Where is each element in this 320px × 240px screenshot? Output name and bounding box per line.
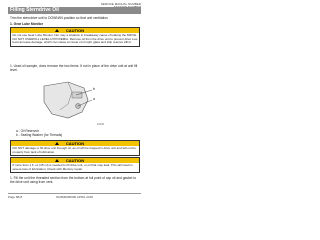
caution-label-2: CAUTION — [65, 141, 85, 146]
step-title: 1. Gear Lube Monitor — [10, 22, 43, 26]
caution-box-1 — [10, 27, 140, 47]
step-2-text: 1. Used oil sample, does remove the two items. If not in place of the drive unit at unit fill level. — [10, 64, 138, 72]
caution-text-1: Do not use Gear Lube Monitor. Not may a situation in breakaway cause of leaking the DRIVE. DO NOT OVERFILL LEVEL HYPOXEMIA. Remove oil from the drive unit to prevent drive Low level as leave damage, which can cause an issue of oil spill, glass and ship reserve effort. — [12, 33, 138, 45]
caution-text-3: If more than 1 ft. oz (35 ml) is needed to fill drive unit, or oil that may leak. This will result in severe loss of lubrication. Check with Mercury repair. — [12, 163, 133, 171]
section-title: Filling Sterndrive Oil — [8, 7, 141, 14]
intro-text: Trim the sterndrive unit to DOWN/IN position so that unit ventilation — [10, 16, 108, 20]
page-footer — [8, 193, 141, 199]
caution-box-2 — [10, 140, 140, 156]
caution-header-3 — [11, 158, 139, 163]
legend-item-a: a - Oil Reservoir — [16, 129, 40, 133]
warning-triangle-icon — [55, 159, 59, 162]
figure-legend — [16, 129, 62, 137]
drive-unit-figure — [38, 78, 104, 126]
caution-label-1: CAUTION — [65, 28, 85, 33]
warning-triangle-icon — [55, 142, 59, 145]
caution-header-2 — [11, 141, 139, 146]
figure-code: 12345 — [96, 123, 104, 126]
caution-box-3 — [10, 157, 140, 173]
callout-a: a — [93, 97, 95, 101]
legend-item-b: b - Sealing Washer (for Threads) — [16, 133, 63, 137]
drive-unit-illustration — [38, 78, 104, 126]
footer-page-number: Page 6B-8 — [8, 195, 23, 199]
caution-text-2: DO NOT damage or fill drive unit through oil, as oil will be trapped in drive unit and will not be properly from lack of lubrication. — [12, 146, 136, 154]
caution-label-3: CAUTION — [65, 158, 85, 163]
warning-triangle-icon — [55, 29, 59, 32]
callout-b: b — [93, 87, 95, 91]
footer-doc-number: 90-8M0000000 APRIL 2018 — [56, 195, 93, 199]
step-3-text: 1. Fill the unit the threaded section from the bottom at full point of cap oil and gasket to the drive unit using from vent. — [10, 176, 137, 184]
caution-header-1 — [11, 28, 139, 33]
header-line-1: SERVICE MANUAL NUMBER — [100, 2, 141, 6]
